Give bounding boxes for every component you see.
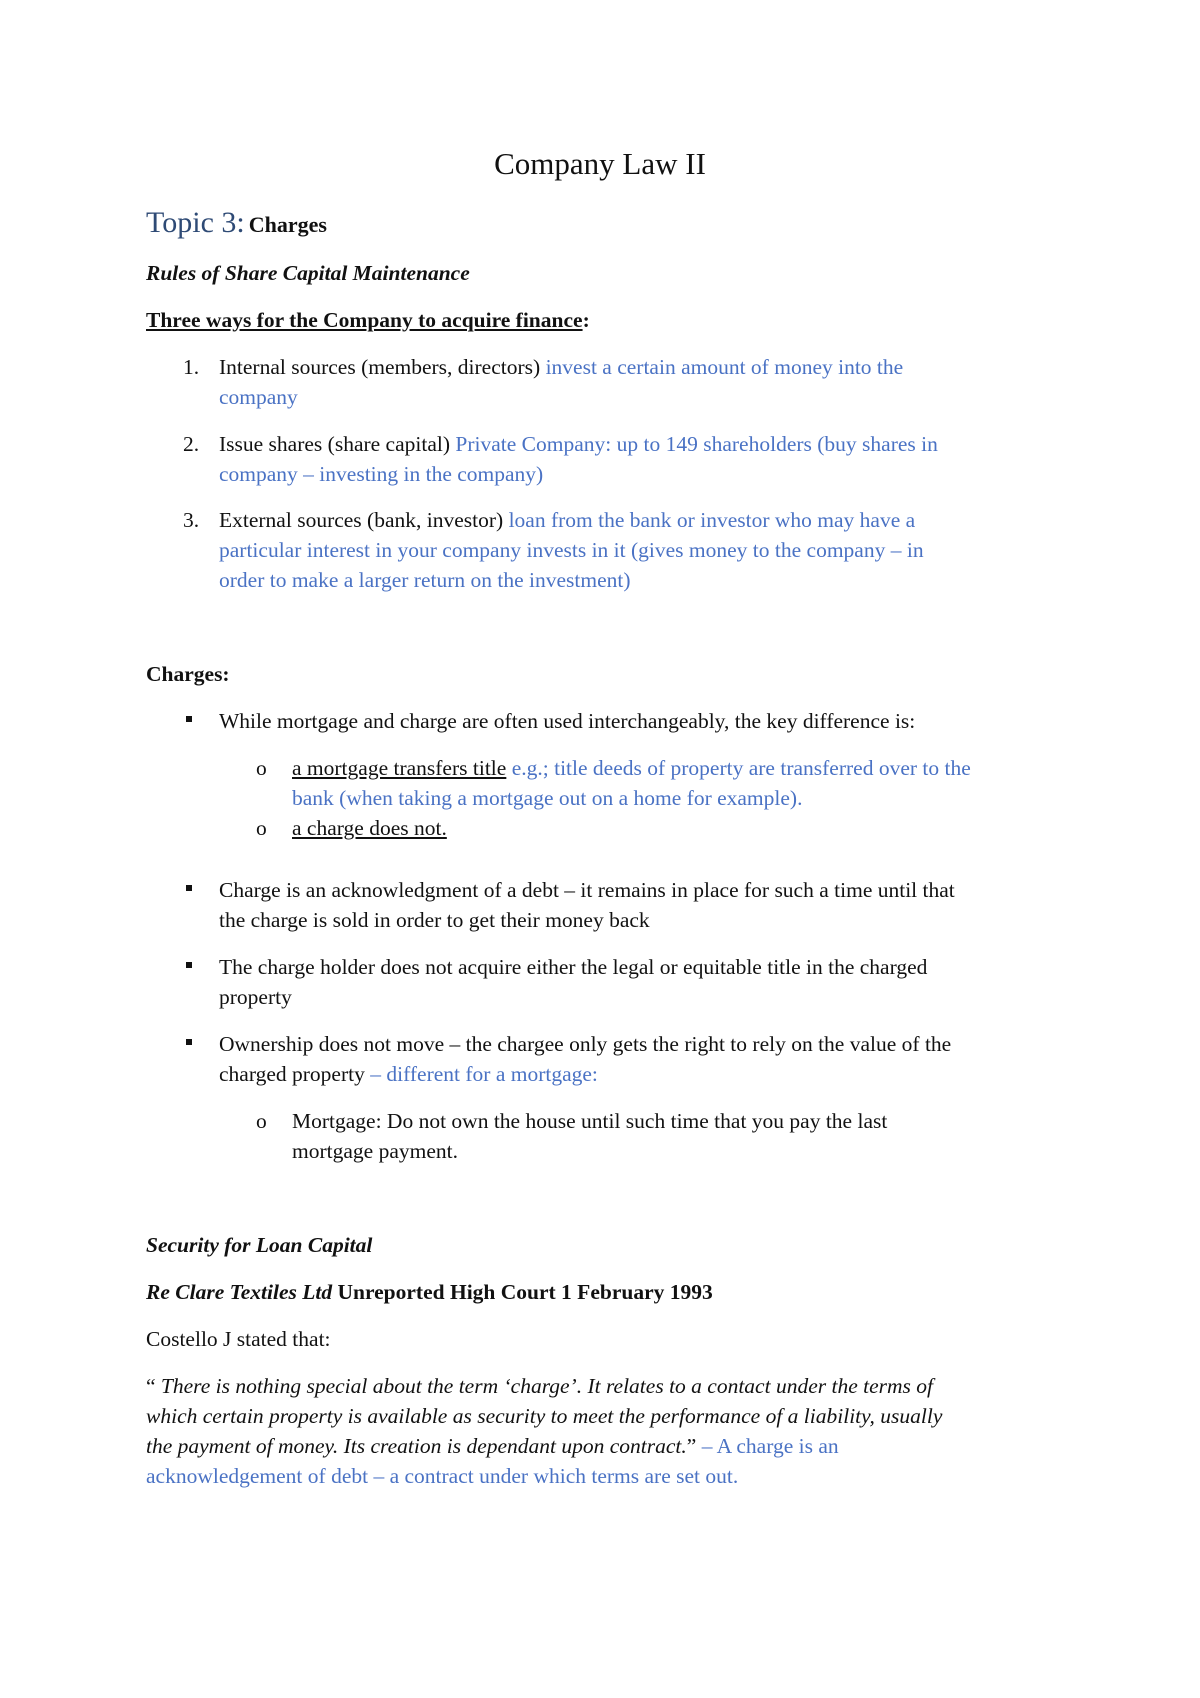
list-item-text: External sources (bank, investor) <box>219 508 504 532</box>
judge-statement: Costello J stated that: <box>146 1327 331 1351</box>
sub-bullet-item: Mortgage: Do not own the house until such time that you pay the last <box>292 1109 888 1133</box>
charges-heading: Charges: <box>146 662 230 686</box>
list-item-note: invest a certain amount of money into the <box>545 355 904 379</box>
bullet-item: While mortgage and charge are often used interchangeably, the key difference is: <box>219 709 916 733</box>
quote-line <box>146 1431 839 1461</box>
list-item-note: Private Company: up to 149 shareholders (buy shares in <box>455 432 938 456</box>
sub-bullet-item <box>292 753 971 783</box>
quote-line: which certain property is available as security to meet the performance of a liability, usually <box>146 1404 943 1428</box>
circle-bullet-icon: o <box>256 756 267 780</box>
topic-name: Charges <box>248 212 327 237</box>
quote-line <box>146 1371 933 1401</box>
finance-heading-colon: : <box>582 308 590 332</box>
sub-bullet-item: a charge does not. <box>292 816 447 840</box>
list-item-text: Internal sources (members, directors) <box>219 355 541 379</box>
finance-heading <box>146 305 590 335</box>
list-item-note-continued: particular interest in your company invests in it (gives money to the company – in <box>219 538 924 562</box>
section-heading-share-capital: Rules of Share Capital Maintenance <box>146 261 470 285</box>
bullet-item-continued: property <box>219 985 292 1009</box>
quote-note-continued: acknowledgement of debt – a contract under which terms are set out. <box>146 1464 739 1488</box>
list-item-note-continued: company <box>219 385 298 409</box>
list-item-note-continued: order to make a larger return on the investment) <box>219 568 631 592</box>
sub-bullet-underlined: a mortgage transfers title <box>292 756 507 780</box>
circle-bullet-icon: o <box>256 816 267 840</box>
list-item <box>219 429 938 459</box>
list-number: 3. <box>183 508 200 532</box>
document-title: Company Law II <box>494 146 706 181</box>
bullet-item-continued: the charge is sold in order to get their money back <box>219 908 650 932</box>
quote-open-mark: “ <box>146 1374 156 1398</box>
list-item-note-continued: company – investing in the company) <box>219 462 544 486</box>
sub-bullet-item-continued: mortgage payment. <box>292 1139 458 1163</box>
sub-bullet-note: e.g.; title deeds of property are transferred over to the <box>511 756 971 780</box>
bullet-item-continued <box>219 1059 598 1089</box>
square-bullet-icon <box>186 962 192 968</box>
case-citation: Unreported High Court 1 February 1993 <box>337 1280 713 1304</box>
list-number: 2. <box>183 432 200 456</box>
case-heading <box>146 1277 713 1307</box>
circle-bullet-icon: o <box>256 1109 267 1133</box>
square-bullet-icon <box>186 1039 192 1045</box>
finance-heading-text: Three ways for the Company to acquire finance <box>146 308 583 332</box>
list-item <box>219 352 903 382</box>
quote-close-mark: ” <box>686 1434 697 1458</box>
bullet-item-note: – different for a mortgage: <box>370 1062 598 1086</box>
case-name: Re Clare Textiles Ltd <box>146 1280 333 1304</box>
bullet-item: Charge is an acknowledgment of a debt – it remains in place for such a time until that <box>219 878 955 902</box>
bullet-item: Ownership does not move – the chargee only gets the right to rely on the value of the <box>219 1032 952 1056</box>
square-bullet-icon <box>186 885 192 891</box>
section-heading-security: Security for Loan Capital <box>146 1233 373 1257</box>
bullet-item-text: charged property <box>219 1062 365 1086</box>
quote-text: There is nothing special about the term ‘charge’. It relates to a contact under the terms of <box>160 1374 934 1398</box>
quote-text: the payment of money. Its creation is dependant upon contract. <box>146 1434 687 1458</box>
list-item <box>219 505 915 535</box>
sub-bullet-note-continued: bank (when taking a mortgage out on a home for example). <box>292 786 803 810</box>
quote-note: – A charge is an <box>701 1434 839 1458</box>
list-number: 1. <box>183 355 200 379</box>
square-bullet-icon <box>186 716 192 722</box>
topic-label: Topic 3: <box>146 206 245 239</box>
topic-heading <box>146 203 327 248</box>
list-item-note: loan from the bank or investor who may have a <box>508 508 916 532</box>
list-item-text: Issue shares (share capital) <box>219 432 451 456</box>
bullet-item: The charge holder does not acquire either the legal or equitable title in the charged <box>219 955 928 979</box>
